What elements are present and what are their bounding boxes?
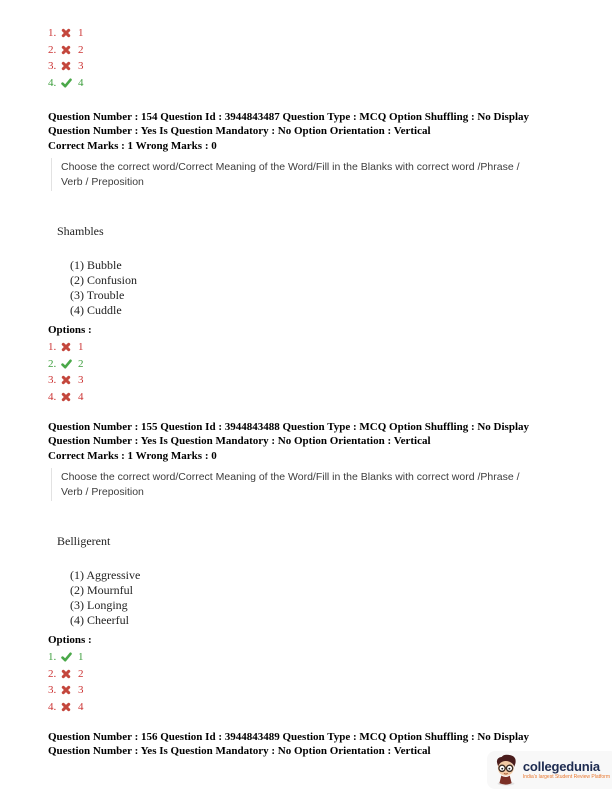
option-value: 4	[78, 700, 84, 713]
cross-icon	[61, 61, 71, 71]
cross-icon	[61, 45, 71, 55]
question-155-block	[48, 421, 612, 715]
question-meta-line-2: Question Number : Yes Is Question Mandatory : No Option Orientation : Vertical	[48, 124, 431, 137]
option-result-row	[48, 699, 612, 716]
result-mark	[61, 342, 76, 352]
option-value: 3	[78, 374, 84, 387]
question-meta-line-2: Question Number : Yes Is Question Mandatory : No Option Orientation : Vertical	[48, 434, 431, 447]
option-result-row	[48, 372, 612, 389]
result-mark	[61, 392, 76, 402]
cross-icon	[61, 392, 71, 402]
question-instruction: Choose the correct word/Correct Meaning of the Word/Fill in the Blanks with correct word /Phrase / Verb / Preposition	[51, 158, 529, 191]
option-value: 3	[78, 60, 84, 73]
cross-icon	[61, 28, 71, 38]
question-154-block	[48, 111, 612, 405]
answer-choice: (2) Mournful	[70, 583, 133, 597]
option-number: 4.	[48, 700, 57, 713]
cross-icon	[61, 669, 71, 679]
cross-icon	[61, 685, 71, 695]
option-value: 4	[78, 76, 84, 89]
option-value: 4	[78, 390, 84, 403]
option-result-row	[48, 58, 612, 75]
check-icon	[61, 652, 72, 662]
option-value: 1	[78, 341, 84, 354]
answer-choice: (1) Bubble	[70, 258, 122, 272]
answer-choice: (2) Confusion	[70, 273, 137, 287]
question-marks-line: Correct Marks : 1 Wrong Marks : 0	[48, 139, 217, 152]
option-number: 3.	[48, 60, 57, 73]
question-meta-line-1: Question Number : 154 Question Id : 3944843487 Question Type : MCQ Option Shuffling : No Display	[48, 111, 530, 123]
result-mark	[61, 45, 76, 55]
result-mark	[61, 652, 76, 662]
result-mark	[61, 78, 76, 88]
question-word: Shambles	[57, 224, 104, 238]
option-result-row	[48, 682, 612, 699]
result-mark	[61, 702, 76, 712]
answer-choice: (1) Aggressive	[70, 568, 141, 582]
option-number: 2.	[48, 667, 57, 680]
option-number: 1.	[48, 341, 57, 354]
result-mark	[61, 28, 76, 38]
options-label: Options :	[48, 324, 92, 336]
option-number: 2.	[48, 43, 57, 56]
result-mark	[61, 669, 76, 679]
option-result-row	[48, 389, 612, 406]
result-mark	[61, 375, 76, 385]
question-marks-line: Correct Marks : 1 Wrong Marks : 0	[48, 449, 217, 462]
collegedunia-brand-text: collegedunia	[522, 759, 600, 774]
option-number: 3.	[48, 684, 57, 697]
option-value: 3	[78, 684, 84, 697]
option-value: 1	[78, 651, 84, 664]
option-value: 2	[78, 357, 84, 370]
result-mark	[61, 359, 76, 369]
options-label: Options :	[48, 634, 92, 646]
option-result-row	[48, 666, 612, 683]
option-result-row	[48, 42, 612, 59]
answer-choices	[48, 258, 612, 318]
option-result-row	[48, 339, 612, 356]
option-number: 3.	[48, 374, 57, 387]
option-result-row	[48, 649, 612, 666]
answer-choice: (3) Longing	[70, 598, 128, 612]
answer-choices	[48, 568, 612, 628]
question-options-result-list	[48, 25, 612, 91]
option-result-row	[48, 25, 612, 42]
result-mark	[61, 61, 76, 71]
question-meta-line-1: Question Number : 156 Question Id : 3944843489 Question Type : MCQ Option Shuffling : No Display	[48, 731, 530, 743]
check-icon	[61, 359, 72, 369]
cross-icon	[61, 342, 71, 352]
option-number: 4.	[48, 76, 57, 89]
question-options-result-list	[48, 649, 612, 715]
option-result-row	[48, 75, 612, 92]
answer-choice: (3) Trouble	[70, 288, 125, 302]
question-word: Belligerent	[57, 534, 111, 548]
cross-icon	[61, 702, 71, 712]
option-number: 4.	[48, 390, 57, 403]
option-number: 1.	[48, 651, 57, 664]
collegedunia-tagline: India's largest Student Review Platform	[522, 774, 610, 780]
question-options-result-list	[48, 339, 612, 405]
option-value: 1	[78, 27, 84, 40]
option-value: 2	[78, 667, 84, 680]
question-meta-line-1: Question Number : 155 Question Id : 3944843488 Question Type : MCQ Option Shuffling : No Display	[48, 421, 530, 433]
cross-icon	[61, 375, 71, 385]
option-number: 1.	[48, 27, 57, 40]
option-value: 2	[78, 43, 84, 56]
answer-choice: (4) Cuddle	[70, 303, 122, 317]
check-icon	[61, 78, 72, 88]
result-mark	[61, 685, 76, 695]
question-meta-line-2: Question Number : Yes Is Question Mandatory : No Option Orientation : Vertical	[48, 744, 431, 757]
collegedunia-logo	[487, 751, 612, 789]
option-number: 2.	[48, 357, 57, 370]
answer-choice: (4) Cheerful	[70, 613, 129, 627]
question-instruction: Choose the correct word/Correct Meaning of the Word/Fill in the Blanks with correct word /Phrase / Verb / Preposition	[51, 468, 529, 501]
collegedunia-mascot-icon	[493, 754, 519, 786]
option-result-row	[48, 356, 612, 373]
